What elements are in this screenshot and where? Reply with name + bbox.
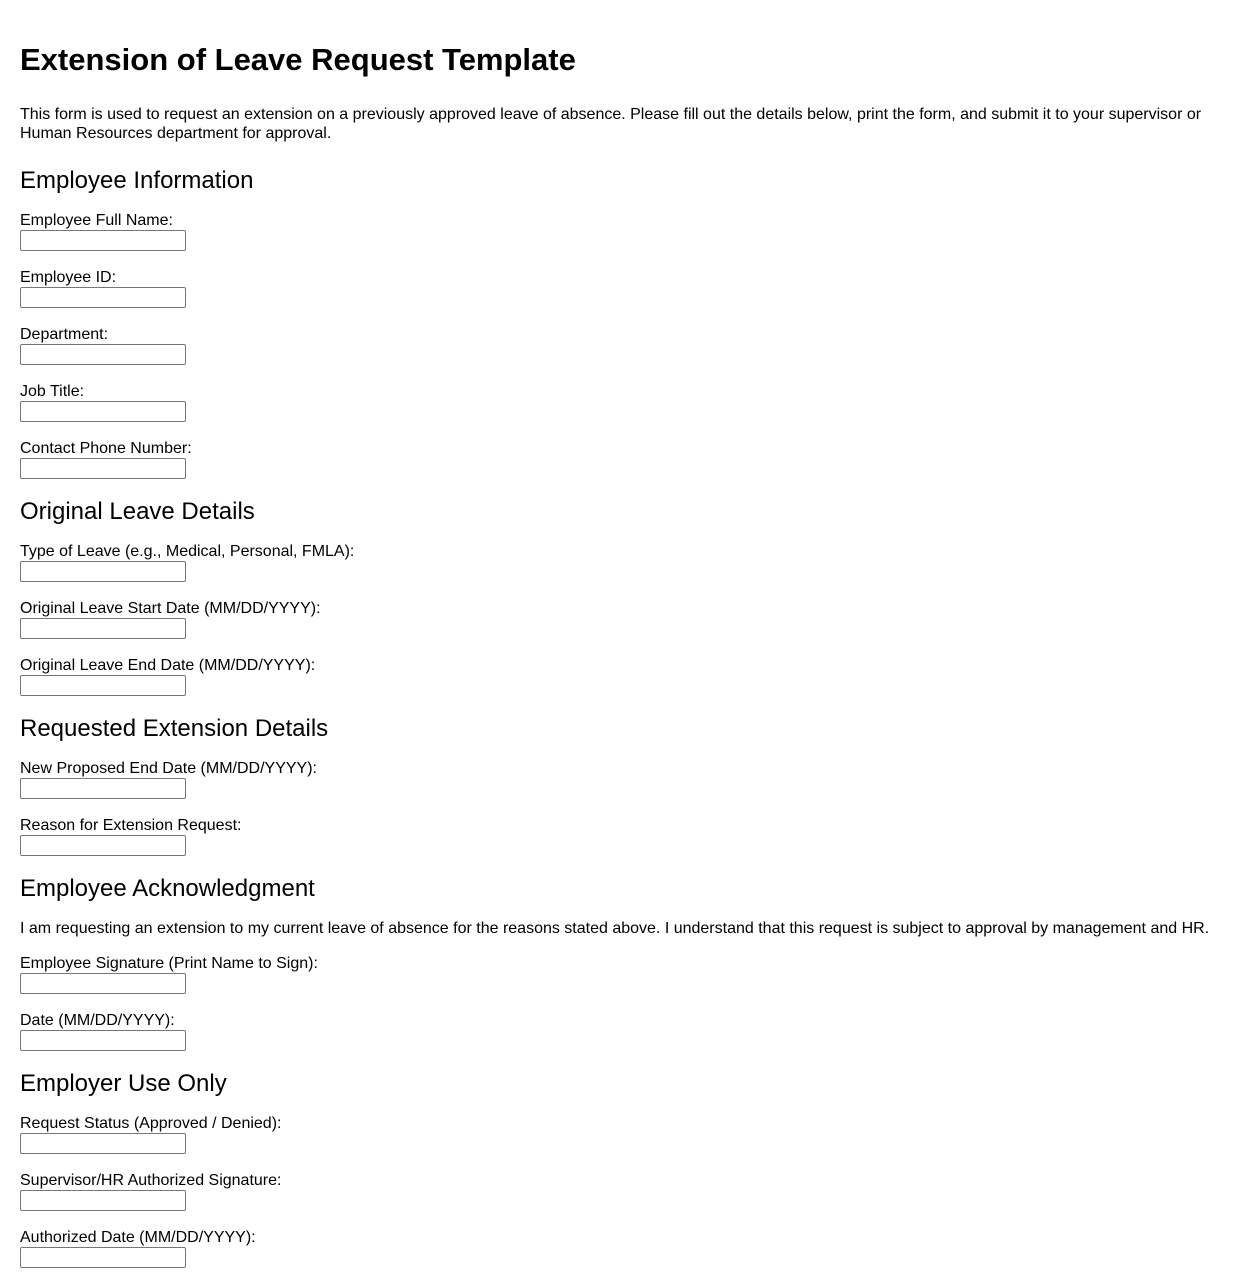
section-employee-acknowledgment [20, 874, 1227, 1051]
authorized-signature-label: Supervisor/HR Authorized Signature: [20, 1172, 282, 1189]
job-title-label: Job Title: [20, 383, 85, 400]
original-end-date-input[interactable] [20, 675, 186, 696]
authorized-date-label: Authorized Date (MM/DD/YYYY): [20, 1229, 256, 1246]
employee-id-label: Employee ID: [20, 269, 117, 286]
field-type-of-leave [20, 542, 1227, 582]
section-heading-requested-extension-details: Requested Extension Details [20, 715, 329, 742]
employee-signature-label: Employee Signature (Print Name to Sign): [20, 955, 318, 972]
reason-for-extension-input[interactable] [20, 835, 186, 856]
original-end-date-label: Original Leave End Date (MM/DD/YYYY): [20, 657, 316, 674]
section-heading-original-leave-details: Original Leave Details [20, 498, 255, 525]
department-input[interactable] [20, 344, 186, 365]
new-proposed-end-date-label: New Proposed End Date (MM/DD/YYYY): [20, 760, 317, 777]
field-employee-signature [20, 954, 1227, 994]
employee-signature-input[interactable] [20, 973, 186, 994]
contact-phone-label: Contact Phone Number: [20, 440, 192, 457]
reason-for-extension-label: Reason for Extension Request: [20, 817, 242, 834]
field-department [20, 325, 1227, 365]
field-authorized-date [20, 1228, 1227, 1268]
field-contact-phone [20, 439, 1227, 479]
acknowledgment-text: I am requesting an extension to my current leave of absence for the reasons stated above. I understand that this request is subject to approval by management and HR. [20, 920, 1210, 937]
employee-id-input[interactable] [20, 287, 186, 308]
section-heading-employee-information: Employee Information [20, 167, 254, 194]
authorized-signature-input[interactable] [20, 1190, 186, 1211]
section-heading-employer-use-only: Employer Use Only [20, 1070, 227, 1097]
field-original-end-date [20, 656, 1227, 696]
type-of-leave-label: Type of Leave (e.g., Medical, Personal, FMLA): [20, 543, 355, 560]
authorized-date-input[interactable] [20, 1247, 186, 1268]
request-status-input[interactable] [20, 1133, 186, 1154]
department-label: Department: [20, 326, 109, 343]
intro-text: This form is used to request an extension on a previously approved leave of absence. Please fill out the details below, print the form, and submit it to your supervisor or Human Resources department for approval. [20, 106, 1202, 142]
employee-full-name-label: Employee Full Name: [20, 212, 173, 229]
section-requested-extension-details [20, 714, 1227, 856]
page-title: Extension of Leave Request Template [20, 42, 576, 77]
field-employee-full-name [20, 211, 1227, 251]
acknowledgment-date-label: Date (MM/DD/YYYY): [20, 1012, 175, 1029]
original-start-date-input[interactable] [20, 618, 186, 639]
field-acknowledgment-date [20, 1011, 1227, 1051]
field-reason-for-extension [20, 816, 1227, 856]
field-authorized-signature [20, 1171, 1227, 1211]
section-employee-information [20, 166, 1227, 479]
section-heading-employee-acknowledgment: Employee Acknowledgment [20, 875, 315, 902]
type-of-leave-input[interactable] [20, 561, 186, 582]
section-employer-use-only [20, 1069, 1227, 1268]
original-start-date-label: Original Leave Start Date (MM/DD/YYYY): [20, 600, 321, 617]
field-request-status [20, 1114, 1227, 1154]
request-status-label: Request Status (Approved / Denied): [20, 1115, 282, 1132]
section-original-leave-details [20, 497, 1227, 696]
field-job-title [20, 382, 1227, 422]
job-title-input[interactable] [20, 401, 186, 422]
employee-full-name-input[interactable] [20, 230, 186, 251]
new-proposed-end-date-input[interactable] [20, 778, 186, 799]
field-original-start-date [20, 599, 1227, 639]
field-new-proposed-end-date [20, 759, 1227, 799]
contact-phone-input[interactable] [20, 458, 186, 479]
field-employee-id [20, 268, 1227, 308]
acknowledgment-date-input[interactable] [20, 1030, 186, 1051]
